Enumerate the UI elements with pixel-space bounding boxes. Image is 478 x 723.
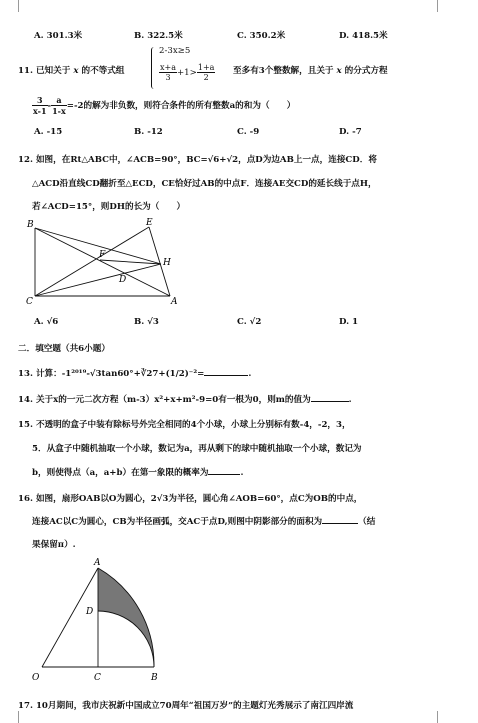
label-A: A (94, 558, 101, 568)
label-F: F (99, 250, 106, 260)
page-corner-mark (6, 711, 19, 723)
question-number: 12. (18, 155, 33, 165)
q12-option-d: D. 1 (339, 317, 359, 327)
q11-option-b: B. -12 (134, 127, 163, 137)
question-13: 13. 计算：-1²⁰¹⁹-√3tan60°+∛27+(1/2)⁻²= . (18, 369, 252, 379)
label-E: E (146, 218, 153, 228)
section-heading: 二．填空题（共6小题） (18, 344, 110, 354)
q10-option-c: C. 350.2米 (237, 31, 286, 41)
label-B: B (27, 220, 34, 230)
page-corner-mark (437, 0, 450, 12)
label-D: D (86, 607, 94, 617)
q10-option-d: D. 418.5米 (339, 31, 388, 41)
question-12-line3: 若∠ACD=15°，则DH的长为（ ） (32, 202, 186, 212)
question-16-line2: 连接AC以C为圆心，CB为半径画弧，交AC于点D,则图中阴影部分的面积为 （结 (32, 517, 376, 527)
sector-figure (26, 556, 166, 686)
label-O: O (32, 673, 40, 683)
question-15-line2: 5．从盒子中随机抽取一个小球，数记为a，再从剩下的球中随机抽取一个小球，数记为 (32, 444, 362, 454)
inequality-1: 2-3x≥5 (159, 46, 191, 56)
q12-option-a: A. √6 (34, 317, 59, 327)
question-number: 13. (18, 369, 33, 379)
question-14: 14. 关于x的一元二次方程（m-3）x²+x+m²-9=0有一根为0，则m的值为 . (18, 395, 352, 405)
label-C: C (26, 297, 33, 307)
question-number: 17. (18, 701, 33, 711)
inequality-2: $\frac{x+a}{3}$ +1> $\frac{1+a}{2}$ (160, 63, 215, 82)
question-12-line2: △ACD沿直线CD翻折至△ECD，CE恰好过AB的中点F．连接AE交CD的延长线于点H， (32, 179, 377, 189)
question-11-line1-cont: 至多有3个整数解，且关于 x 的分式方程 (233, 66, 388, 76)
page-corner-mark (437, 711, 450, 723)
q10-option-a: A. 301.3米 (34, 31, 83, 41)
answer-blank[interactable] (204, 375, 248, 376)
q11-option-a: A. -15 (34, 127, 63, 137)
label-B: B (151, 673, 158, 683)
question-16-line1: 16. 如图，扇形OAB以O为圆心，2√3为半径，圆心角∠AOB=60°，点C为OB的中点， (18, 494, 363, 504)
question-number: 15. (18, 420, 33, 430)
question-15-line1: 15. 不透明的盒子中装有除标号外完全相同的4个小球，小球上分别标有数-4，-2，3， (18, 420, 351, 430)
q12-option-c: C. √2 (237, 317, 262, 327)
answer-blank[interactable] (322, 523, 358, 524)
question-11-line1: 11. 已知关于 x 的不等式组 (18, 66, 125, 76)
label-H: H (163, 258, 171, 268)
q10-option-b: B. 322.5米 (134, 31, 183, 41)
question-16-line3: 果保留π）. (32, 540, 76, 550)
label-A: A (171, 297, 178, 307)
q11-option-d: D. -7 (339, 127, 362, 137)
q12-option-b: B. √3 (134, 317, 159, 327)
label-C: C (94, 673, 101, 683)
question-number: 14. (18, 395, 33, 405)
page-corner-mark (6, 0, 19, 12)
answer-blank[interactable] (311, 401, 349, 402)
question-number: 11. (18, 66, 33, 76)
q11-option-c: C. -9 (237, 127, 260, 137)
question-17-line1: 17. 10月期间，我市庆祝新中国成立70周年“祖国万岁”的主题灯光秀展示了南江四岸流 (18, 701, 354, 711)
question-number: 16. (18, 494, 33, 504)
question-12-line1: 12. 如图，在Rt△ABC中，∠ACB=90°，BC=√6+√2，点D为边AB上一点，连接CD．将 (18, 155, 377, 165)
inequality-system-brace (151, 47, 158, 89)
label-D: D (119, 275, 127, 285)
question-11-line2: $\frac{3}{x-1}$ - $\frac{a}{1-x}$ =-2的解为非负数，则符合条件的所有整数a的和为（ ） (33, 95, 296, 116)
question-15-line3: b，则使得点（a，a+b）在第一象限的概率为 . (32, 468, 244, 478)
triangle-figure (20, 216, 190, 308)
answer-blank[interactable] (208, 474, 240, 475)
shaded-region (98, 568, 154, 667)
